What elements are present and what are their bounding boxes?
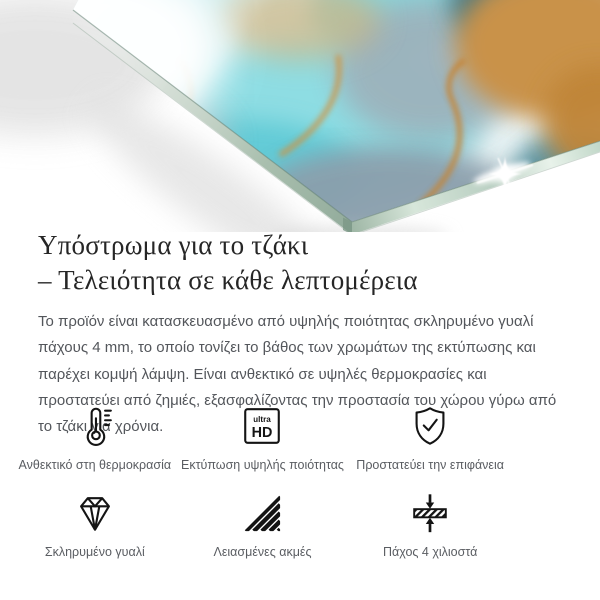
ultra-hd-icon [239, 402, 285, 450]
product-photo [0, 0, 600, 232]
feature-label: Προστατεύει την επιφάνεια [356, 458, 505, 472]
feature-label: Σκληρυμένο γυαλί [44, 545, 145, 559]
thermometer-icon [72, 402, 118, 450]
features-grid [11, 402, 514, 559]
diamond-icon [72, 489, 118, 537]
glass-panel-artwork [0, 0, 600, 232]
feature-temperature [11, 402, 179, 472]
product-description: Το προϊόν είναι κατασκευασμένο από υψηλής ποιότητας σκληρυμένο γυαλί πάχους 4 mm, το οποίο τονίζει το βάθος των χρωμάτων της εκτύπωσης και παρέχει κομψή λάμψη. Είναι ανθεκτικό σε υψηλές θερμοκρασίες και προστατεύει από ζημιές, εξασφαλίζοντας την προστασία του χώρου γύρω από το τζάκι για χρόνια. [38, 313, 557, 436]
feature-print-quality [179, 402, 347, 472]
svg-text:HD: HD [252, 425, 273, 442]
polished-edges-icon [239, 489, 285, 537]
thickness-icon [407, 489, 453, 537]
feature-polished-edges [179, 489, 347, 559]
feature-label: Ανθεκτικό στη θερμοκρασία [18, 458, 172, 472]
title-line-2: – Τελειότητα σε κάθε λεπτομέρεια [38, 264, 418, 295]
title-line-1: Υπόστρωμα για το τζάκι [38, 230, 309, 260]
feature-label: Πάχος 4 χιλιοστά [382, 545, 478, 559]
feature-label: Εκτύπωση υψηλής ποιότητας [181, 458, 344, 472]
feature-thickness [346, 489, 514, 559]
feature-label: Λειασμένες ακμές [213, 545, 312, 559]
svg-text:ultra: ultra [253, 415, 272, 425]
feature-tempered-glass [11, 489, 179, 559]
feature-surface-protection [346, 402, 514, 472]
page-title [38, 228, 570, 297]
shield-check-icon [407, 402, 453, 450]
